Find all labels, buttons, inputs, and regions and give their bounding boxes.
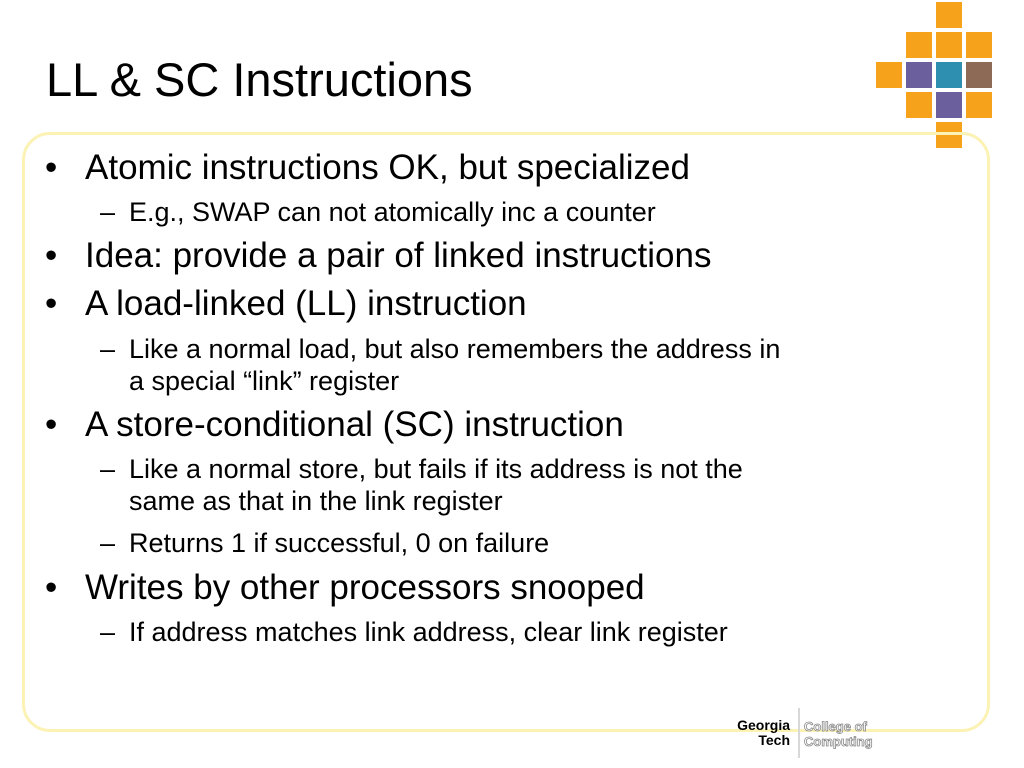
georgia-tech-wordmark	[724, 708, 796, 758]
sub-bullet-text: Like a normal load, but also remembers the address in a special “link” register	[129, 334, 781, 396]
georgia-tech-college-of-computing-logo	[724, 708, 886, 758]
bullet-text: A store-conditional (SC) instruction	[85, 405, 624, 444]
sub-bullet-text: Returns 1 if successful, 0 on failure	[129, 528, 550, 558]
dash-mark: –	[100, 454, 116, 484]
bullet-mark: •	[45, 405, 58, 444]
logo-tile-chip	[966, 62, 992, 88]
slide-title: LL & SC Instructions	[46, 53, 473, 106]
dash-mark: –	[100, 617, 116, 647]
bullet-text: Idea: provide a pair of linked instructions	[85, 236, 712, 275]
logo-text-college-of: College of	[804, 719, 867, 734]
logo-tile-chip	[906, 62, 932, 88]
logo-tile-chip	[936, 62, 962, 88]
bullet-mark: •	[45, 236, 58, 275]
dash-mark: –	[100, 197, 116, 227]
logo-text-tech: Tech	[758, 732, 790, 748]
decorative-grid-logo	[876, 2, 996, 148]
sub-bullet-text: If address matches link address, clear link register	[129, 617, 728, 647]
bullet-text: A load-linked (LL) instruction	[85, 284, 527, 323]
dash-mark: –	[100, 528, 116, 558]
college-of-computing-wordmark	[804, 708, 886, 758]
logo-tile	[876, 62, 902, 88]
bullet-text: Atomic instructions OK, but specialized	[85, 148, 690, 187]
logo-tile-chip	[936, 92, 962, 118]
logo-divider	[798, 708, 800, 758]
logo-tile	[906, 92, 932, 118]
logo-tile	[936, 2, 962, 28]
dash-mark: –	[100, 334, 116, 364]
logo-tile	[966, 92, 992, 118]
bullet-mark: •	[45, 284, 58, 323]
logo-text-georgia: Georgia	[737, 717, 790, 733]
bullet-mark: •	[45, 148, 58, 187]
sub-bullet-text: Like a normal store, but fails if its address is not the same as that in the link register	[129, 454, 743, 516]
logo-text-computing: Computing	[804, 734, 873, 749]
logo-tile	[936, 32, 962, 58]
bullet-text: Writes by other processors snooped	[85, 568, 645, 607]
sub-bullet-text: E.g., SWAP can not atomically inc a counter	[129, 197, 656, 227]
bullet-mark: •	[45, 568, 58, 607]
logo-tile	[906, 32, 932, 58]
logo-tile	[966, 32, 992, 58]
